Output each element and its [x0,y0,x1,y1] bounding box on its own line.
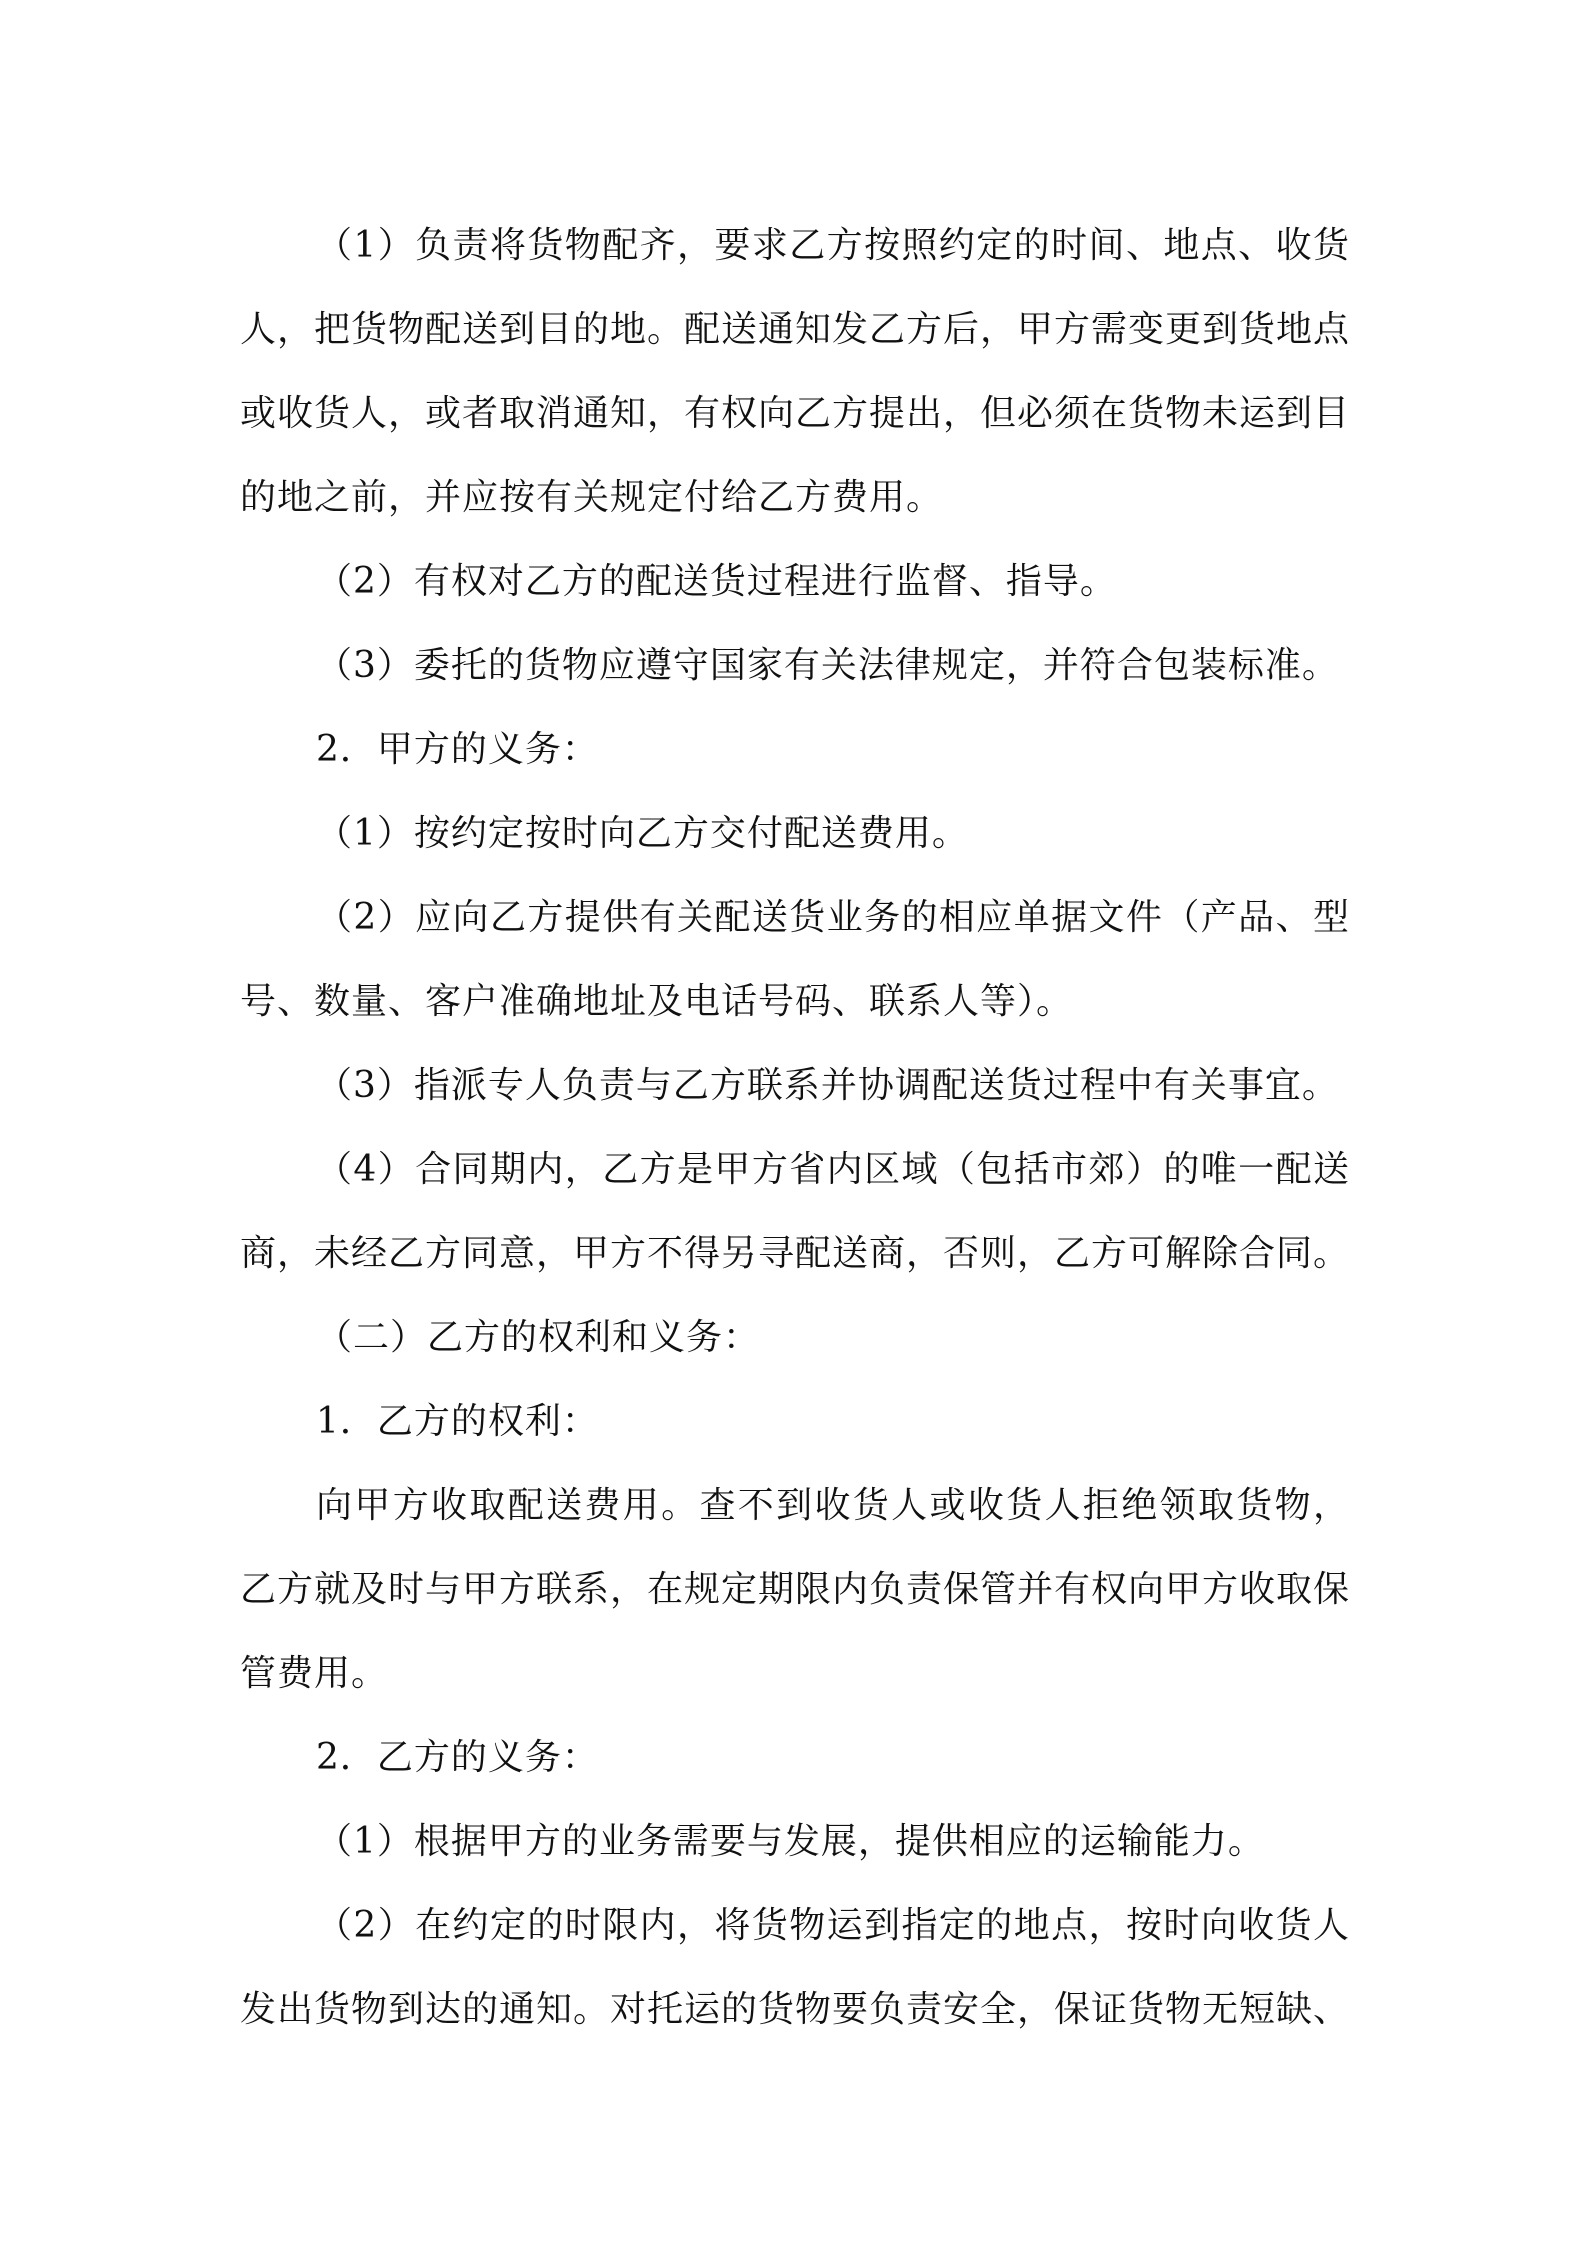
paragraph-7: （3）指派专人负责与乙方联系并协调配送货过程中有关事宜。 [316,1065,1339,1106]
paragraph-2: （2）有权对乙方的配送货过程进行监督、指导。 [316,561,1117,602]
paragraph-1: （1）负责将货物配齐，要求乙方按照约定的时间、地点、收货人，把货物配送到目的地。配送通知发乙方后，甲方需变更到货地点或收货人，或者取消通知，有权向乙方提出，但必须在货物未运到目的地之前，并应按有关规定付给乙方费用。 [240,225,1351,518]
paragraph-11: 向甲方收取配送费用。查不到收货人或收货人拒绝领取货物，乙方就及时与甲方联系，在规定期限内负责保管并有权向甲方收取保管费用。 [240,1485,1351,1694]
paragraph-12: 2．乙方的义务： [316,1737,599,1778]
paragraph-10: 1．乙方的权利： [316,1401,599,1442]
paragraph-8: （4）合同期内，乙方是甲方省内区域（包括市郊）的唯一配送商，未经乙方同意，甲方不得另寻配送商，否则，乙方可解除合同。 [240,1149,1351,1274]
paragraph-5: （1）按约定按时向乙方交付配送费用。 [316,813,969,854]
paragraph-6: （2）应向乙方提供有关配送货业务的相应单据文件（产品、型号、数量、客户准确地址及电话号码、联系人等）。 [240,897,1350,1022]
paragraph-14: （2）在约定的时限内，将货物运到指定的地点，按时向收货人发出货物到达的通知。对托运的货物要负责安全，保证货物无短缺、 [240,1905,1351,2030]
document-body [240,204,1350,2052]
paragraph-9: （二）乙方的权利和义务： [316,1317,761,1358]
paragraph-13: （1）根据甲方的业务需要与发展，提供相应的运输能力。 [316,1821,1265,1862]
paragraph-4: 2．甲方的义务： [316,729,599,770]
paragraph-3: （3）委托的货物应遵守国家有关法律规定，并符合包装标准。 [316,645,1339,686]
